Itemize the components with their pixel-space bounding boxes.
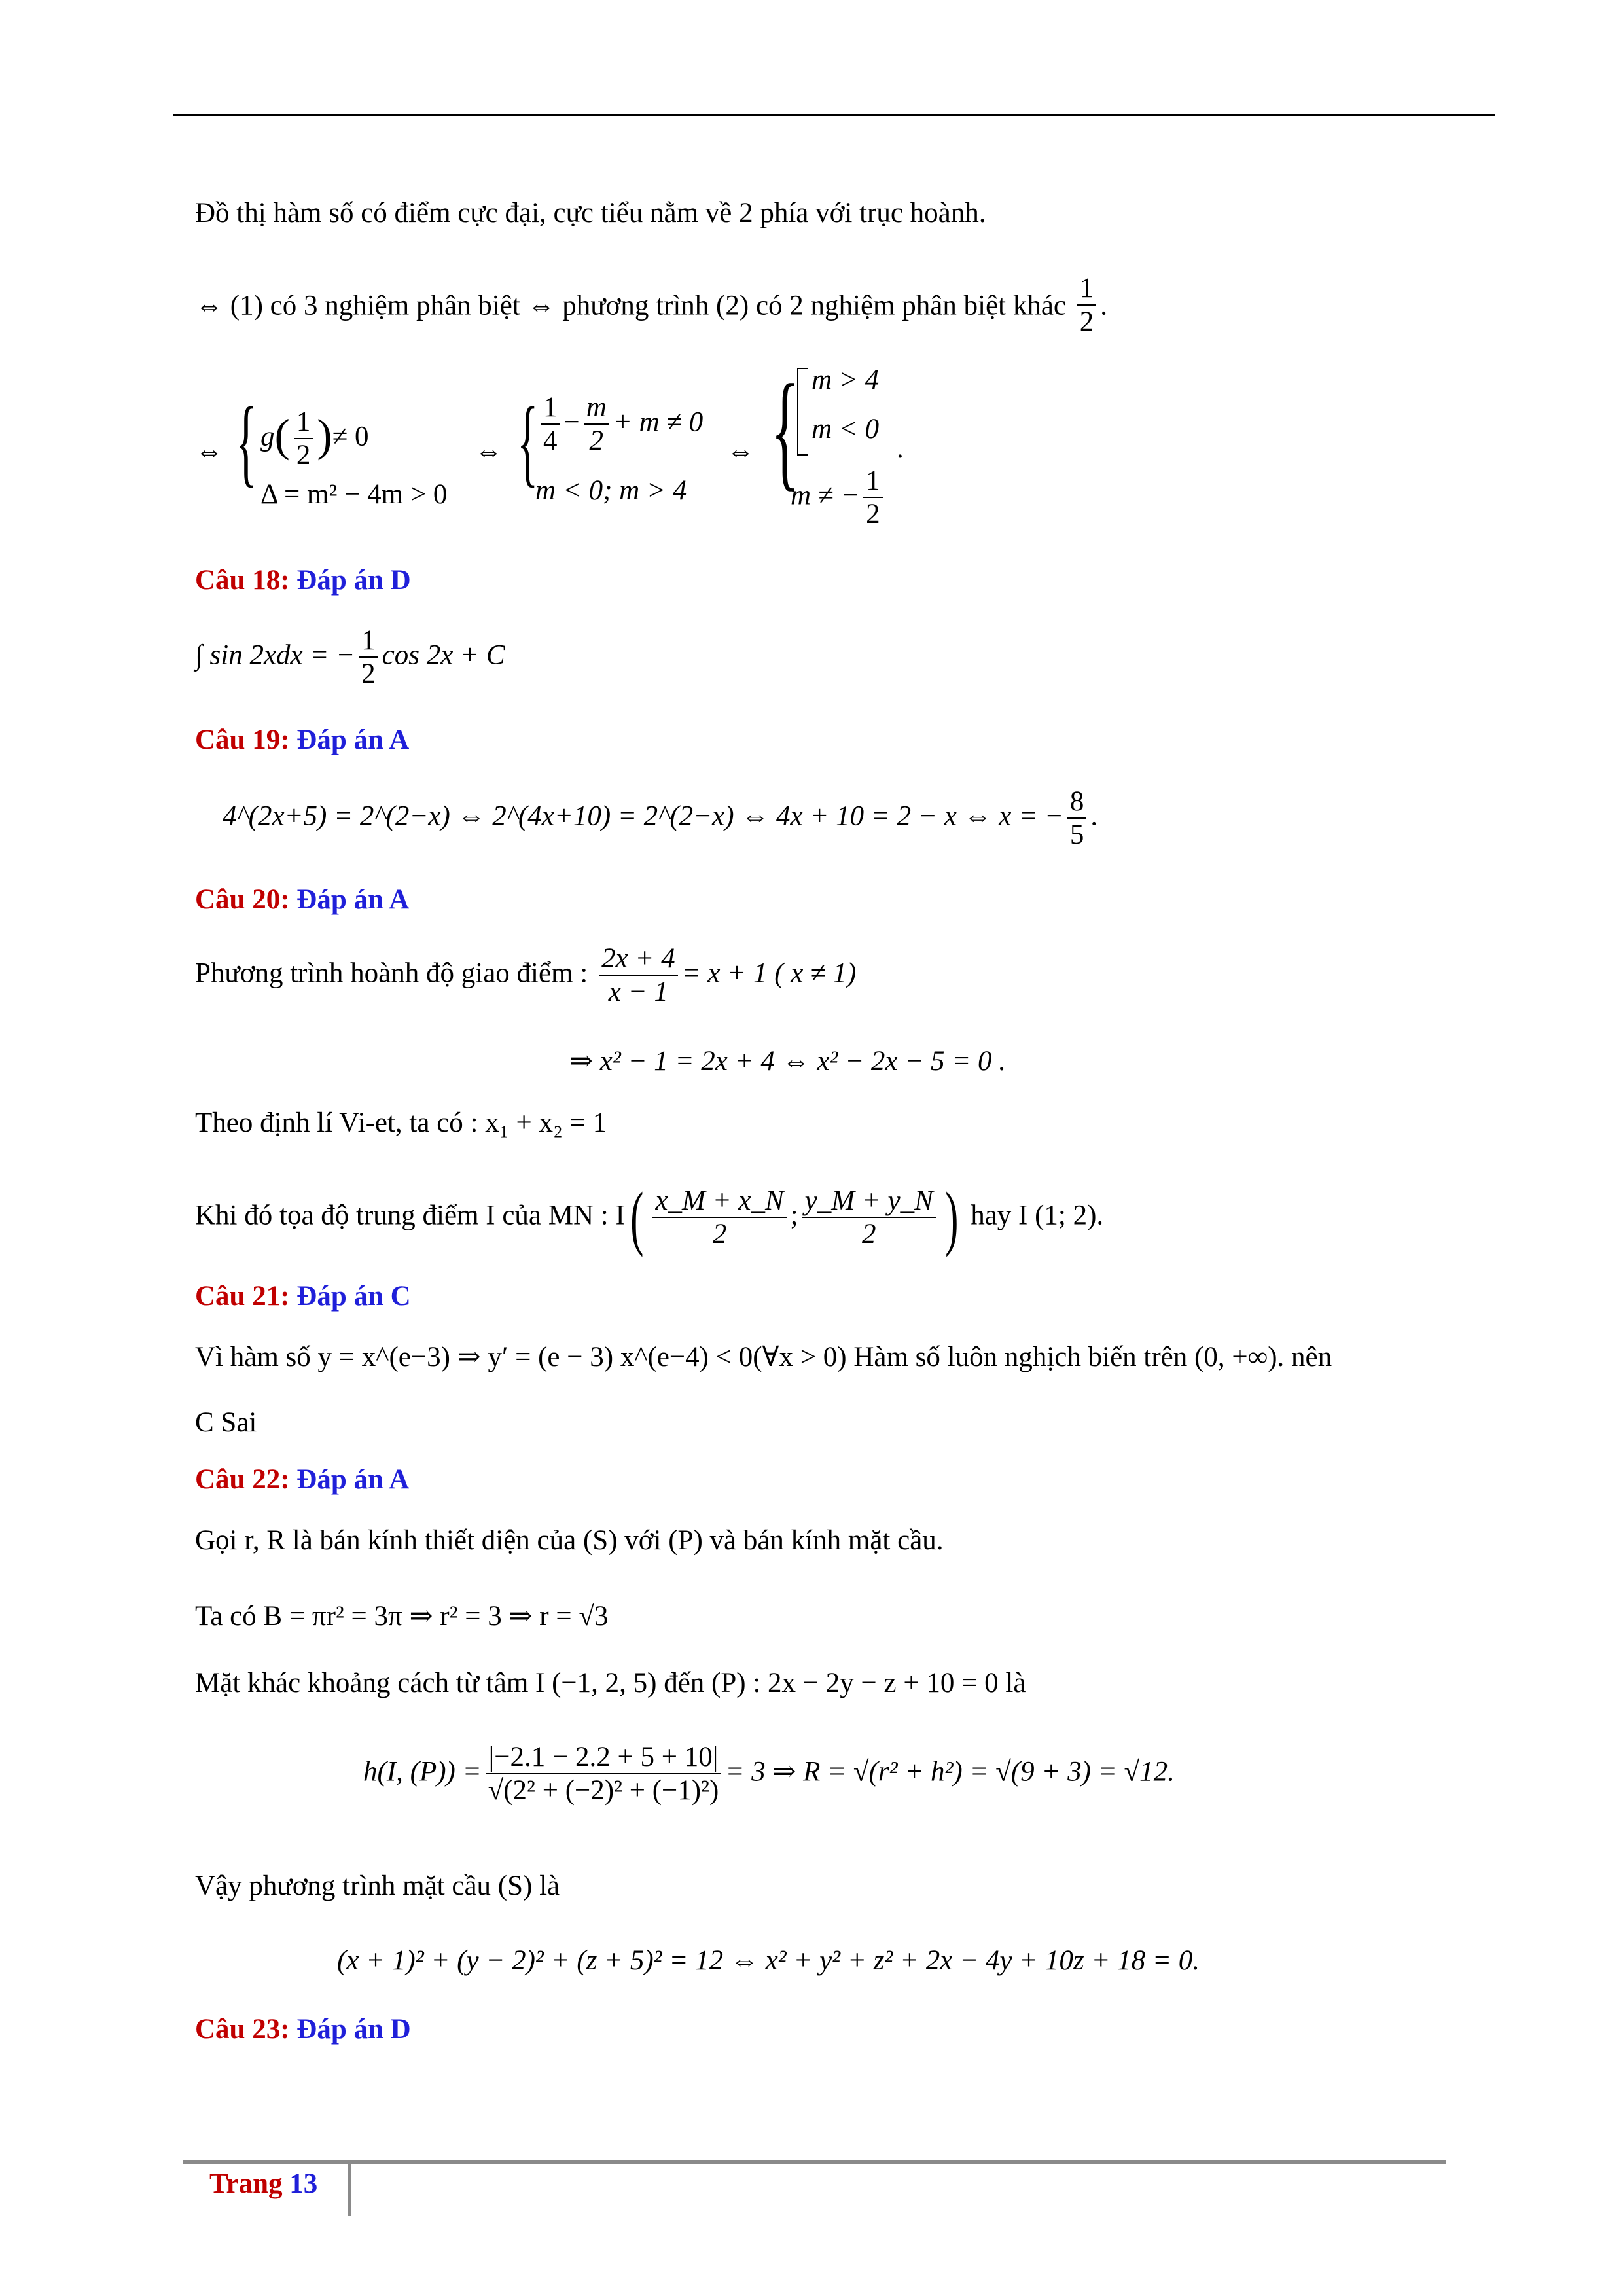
q19-equation: [223, 785, 1097, 852]
fraction-y-mid: [802, 1185, 936, 1251]
text-line-extrema: Đồ thị hàm số có điểm cực đại, cực tiểu nằm về 2 phía với trục hoành.: [195, 198, 986, 228]
equiv-symbol-1: ⇔: [195, 436, 223, 467]
period: .: [897, 433, 904, 464]
period: .: [1090, 800, 1098, 832]
footer-rule: [183, 2160, 1446, 2164]
condition-m-range: m < 0; m > 4: [535, 475, 687, 506]
text-fragment: có 3 nghiệm phân biệt: [262, 290, 527, 321]
eq-ref-2: (2): [716, 290, 749, 321]
function-g: g: [260, 421, 275, 452]
equiv-symbol: ⇔: [195, 290, 223, 321]
q18-integral: [195, 624, 505, 691]
equiv-symbol: ⇔: [527, 290, 556, 321]
q22-line-3: Mặt khác khoảng cách từ tâm I (−1, 2, 5) đến (P) : 2x − 2y − z + 10 = 0 là: [195, 1668, 1026, 1698]
q20-midpoint: [195, 1177, 1104, 1258]
q22-distance: [363, 1741, 1175, 1807]
fraction-rational: [599, 942, 678, 1009]
q22-line-5: Vậy phương trình mặt cầu (S) là: [195, 1871, 560, 1901]
text-line-equivalence: [195, 275, 1107, 341]
question-label: Câu 19:: [195, 725, 290, 755]
denominator: 2: [861, 1219, 876, 1250]
answer-label: Đáp án D: [296, 2014, 411, 2045]
fraction-half: [359, 624, 378, 691]
rhs: = x + 1 ( x ≠ 1): [681, 958, 857, 989]
paren-open: (: [274, 410, 290, 461]
m-neq-minus: m ≠ −: [791, 480, 860, 511]
plus-m-neq-zero: + m ≠ 0: [613, 406, 704, 438]
fraction-x-mid: [652, 1185, 786, 1251]
question-22-header: [195, 1463, 409, 1496]
denominator: x − 1: [608, 977, 668, 1008]
condition-m-lt-0: m < 0: [812, 414, 880, 444]
question-label: Câu 18:: [195, 565, 290, 596]
denominator: 2: [866, 499, 880, 530]
denominator: 2: [361, 658, 376, 690]
numerator: 2x + 4: [599, 942, 678, 976]
text-fragment: Khi đó tọa độ trung điểm I của MN : I: [195, 1200, 625, 1231]
paren-open: (: [630, 1177, 644, 1258]
q21-line-2: C Sai: [195, 1407, 257, 1438]
denominator: 2: [589, 425, 604, 457]
fraction-distance: [486, 1741, 722, 1807]
numerator: 1: [1077, 272, 1097, 306]
text-fragment: hay I (1; 2).: [963, 1200, 1104, 1231]
condition-m-gt-4: m > 4: [812, 365, 880, 395]
question-label: Câu 22:: [195, 1464, 290, 1495]
numerator: m: [584, 391, 609, 425]
eq-ref-1: (1): [230, 290, 263, 321]
q20-vieta: Theo định lí Vi-et, ta có : x₁ + x₂ = 1: [195, 1107, 607, 1138]
denominator: 2: [712, 1219, 727, 1250]
question-23-header: [195, 2013, 411, 2045]
numerator: 8: [1067, 785, 1087, 819]
page-label: Trang: [209, 2168, 283, 2199]
fraction-half: [863, 465, 883, 531]
answer-label: Đáp án A: [296, 1464, 410, 1495]
question-label: Câu 23:: [195, 2014, 290, 2045]
text-fragment: có 2 nghiệm phân biệt khác: [749, 290, 1073, 321]
q22-sphere-equation: (x + 1)² + (y − 2)² + (z + 5)² = 12 ⇔ x² + y² + z² + 2x − 4y + 10z + 18 = 0.: [337, 1945, 1200, 1976]
left-brace: {: [236, 387, 257, 496]
condition-g-half: [260, 406, 368, 472]
numerator: 1: [863, 465, 883, 498]
condition-delta: Δ = m² − 4m > 0: [260, 479, 448, 510]
neq-zero: ≠ 0: [332, 421, 369, 452]
answer-label: Đáp án C: [296, 1281, 411, 1312]
fraction-half: [294, 406, 313, 472]
denominator: 2: [1079, 306, 1094, 338]
numerator: |−2.1 − 2.2 + 5 + 10|: [486, 1741, 722, 1774]
paren-close: ): [317, 410, 332, 461]
q20-intersection-equation: [195, 942, 856, 1009]
question-18-header: [195, 564, 411, 596]
answer-label: Đáp án D: [296, 565, 411, 596]
fraction-m-half: [584, 391, 609, 457]
numerator: y_M + y_N: [802, 1185, 936, 1218]
fraction-half: [1077, 272, 1097, 338]
separator: ;: [790, 1200, 798, 1231]
left-brace: {: [517, 387, 539, 496]
exponent-equation: 4^(2x+5) = 2^(2−x) ⇔ 2^(4x+10) = 2^(2−x) ⇔ 4x + 10 = 2 − x ⇔ x = −: [223, 800, 1063, 832]
condition-m-neq-half: [791, 465, 887, 531]
header-rule: [173, 114, 1495, 116]
fraction-eight-fifths: [1067, 785, 1087, 852]
equiv-symbol-3: ⇔: [726, 436, 755, 467]
question-20-header: [195, 884, 409, 916]
period: .: [1100, 290, 1107, 321]
question-19-header: [195, 724, 409, 756]
numerator: 1: [541, 391, 560, 425]
denominator: 2: [296, 440, 311, 471]
minus: −: [563, 406, 580, 438]
numerator: x_M + x_N: [652, 1185, 786, 1218]
fraction-quarter: [541, 391, 560, 457]
condition-expanded: [537, 391, 703, 457]
question-label: Câu 20:: [195, 884, 290, 915]
left-brace-large: {: [771, 358, 800, 503]
q22-line-1: Gọi r, R là bán kính thiết diện của (S) với (P) và bán kính mặt cầu.: [195, 1525, 944, 1556]
integral-rhs: cos 2x + C: [382, 639, 505, 671]
distance-lhs: h(I, (P)) =: [363, 1756, 482, 1787]
numerator: 1: [359, 624, 378, 658]
denominator: √(2² + (−2)² + (−1)²): [488, 1775, 719, 1806]
question-label: Câu 21:: [195, 1281, 290, 1312]
page-number: [209, 2168, 317, 2200]
text-fragment: phương trình: [555, 290, 717, 321]
equiv-symbol-2: ⇔: [474, 436, 503, 467]
answer-label: Đáp án A: [296, 725, 410, 755]
paren-close: ): [945, 1177, 959, 1258]
text-fragment: Phương trình hoành độ giao điểm :: [195, 958, 595, 989]
q22-line-2: Ta có B = πr² = 3π ⇒ r² = 3 ⇒ r = √3: [195, 1601, 609, 1632]
answer-label: Đáp án A: [296, 884, 410, 915]
left-bracket: [797, 368, 808, 456]
denominator: 4: [543, 425, 558, 457]
integral-lhs: ∫ sin 2xdx = −: [195, 639, 355, 671]
radius-result: = 3 ⇒ R = √(r² + h²) = √(9 + 3) = √12.: [725, 1756, 1175, 1787]
denominator: 5: [1069, 819, 1084, 851]
question-21-header: [195, 1280, 411, 1312]
q21-line-1: Vì hàm số y = x^(e−3) ⇒ y′ = (e − 3) x^(e−4) < 0(∀x > 0) Hàm số luôn nghịch biến trên (0, +∞). nên: [195, 1342, 1332, 1372]
numerator: 1: [294, 406, 313, 439]
page-number-value: 13: [289, 2168, 318, 2199]
q20-quadratic: ⇒ x² − 1 = 2x + 4 ⇔ x² − 2x − 5 = 0 .: [569, 1046, 1007, 1077]
footer-divider: [348, 2164, 351, 2216]
